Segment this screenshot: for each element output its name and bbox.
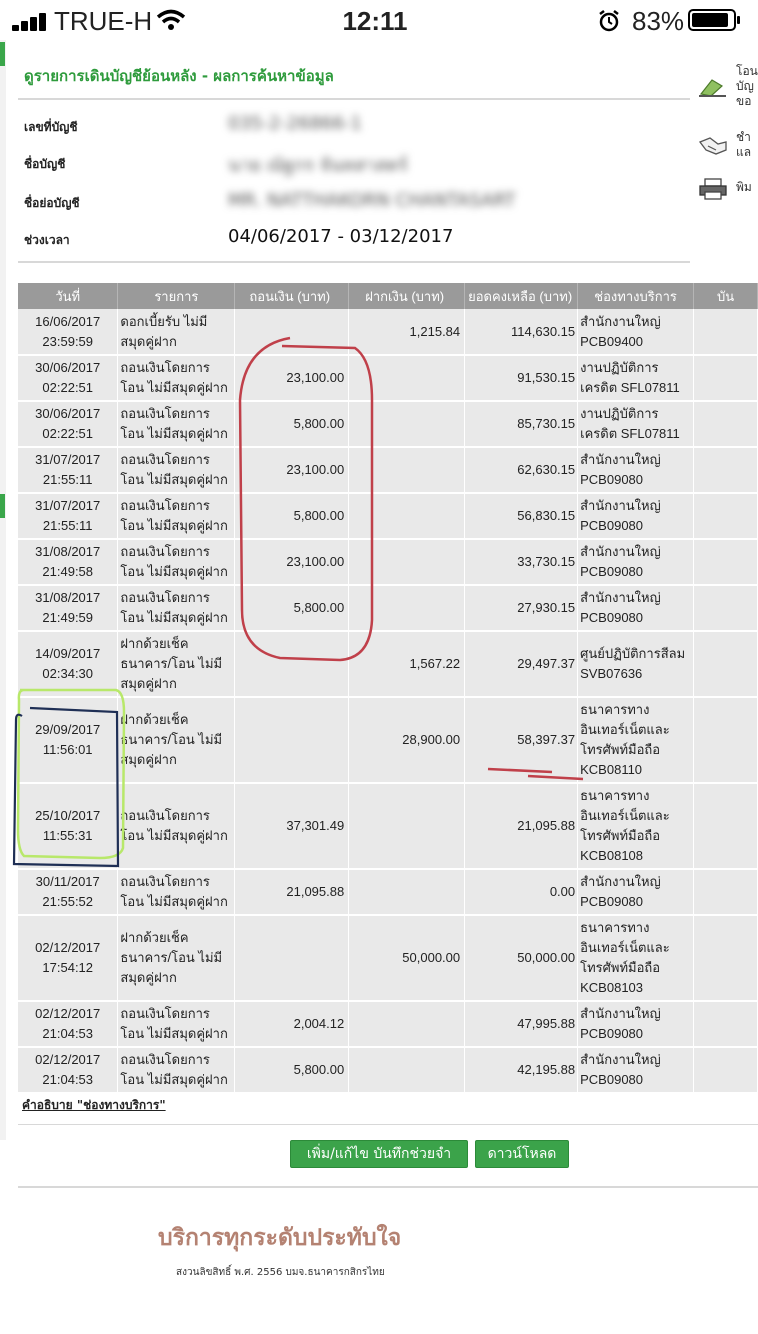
footer-slogan: บริการทุกระดับประทับใจ bbox=[158, 1225, 402, 1251]
cell-balance: 21,095.88 bbox=[465, 783, 578, 869]
channel-legend-link[interactable]: คำอธิบาย "ช่องทางบริการ" bbox=[22, 1098, 166, 1112]
cell-date-value: 30/06/2017 bbox=[35, 406, 101, 421]
table-row bbox=[18, 539, 758, 585]
col-header-channel: ช่องทางบริการ bbox=[578, 283, 694, 309]
cell-note bbox=[694, 401, 758, 447]
cell-date bbox=[18, 447, 118, 493]
cell-withdraw: 23,100.00 bbox=[235, 447, 349, 493]
cell-date-value: 25/10/2017 bbox=[35, 808, 101, 823]
col-header-withdraw: ถอนเงิน (บาท) bbox=[235, 283, 349, 309]
table-row bbox=[18, 783, 758, 869]
cell-note bbox=[694, 355, 758, 401]
page-title: ดูรายการเดินบัญชีย้อนหลัง - ผลการค้นหาข้อมูล bbox=[24, 67, 334, 85]
cell-time-value: 21:55:11 bbox=[42, 472, 93, 487]
cell-withdraw: 5,800.00 bbox=[235, 1047, 349, 1093]
cell-description: ถอนเงินโดยการโอน ไม่มีสมุดคู่ฝาก bbox=[118, 539, 235, 585]
cell-balance: 27,930.15 bbox=[465, 585, 578, 631]
cell-time-value: 11:55:31 bbox=[42, 828, 93, 843]
cell-date bbox=[18, 493, 118, 539]
cell-deposit: 1,215.84 bbox=[349, 309, 465, 355]
cell-balance: 33,730.15 bbox=[465, 539, 578, 585]
cell-balance: 29,497.37 bbox=[465, 631, 578, 697]
cell-withdraw: 5,800.00 bbox=[235, 493, 349, 539]
battery-percent: 83% bbox=[632, 6, 685, 36]
alarm-icon bbox=[597, 9, 621, 33]
cell-time-value: 21:04:53 bbox=[42, 1072, 94, 1087]
table-row bbox=[18, 915, 758, 1001]
cell-time-value: 23:59:59 bbox=[42, 333, 94, 349]
cell-description: ฝากด้วยเช็ค ธนาคาร/โอน ไม่มีสมุดคู่ฝาก bbox=[118, 697, 235, 783]
cell-withdraw: 23,100.00 bbox=[235, 539, 349, 585]
cell-date-value: 02/12/2017 bbox=[35, 1052, 101, 1067]
cell-balance: 47,995.88 bbox=[465, 1001, 578, 1047]
table-row bbox=[18, 869, 758, 915]
cell-balance: 50,000.00 bbox=[465, 915, 578, 1001]
table-row bbox=[18, 309, 758, 355]
cell-channel: สำนักงานใหญ่ PCB09080 bbox=[578, 539, 694, 585]
cell-description: ถอนเงินโดยการโอน ไม่มีสมุดคู่ฝาก bbox=[118, 401, 235, 447]
cell-note bbox=[694, 309, 758, 355]
cell-description: ฝากด้วยเช็ค ธนาคาร/โอน ไม่มีสมุดคู่ฝาก bbox=[118, 631, 235, 697]
cell-time-value: 21:04:53 bbox=[42, 1026, 94, 1041]
cell-balance: 62,630.15 bbox=[465, 447, 578, 493]
footer-divider bbox=[18, 1186, 758, 1188]
edit-memo-button[interactable]: เพิ่ม/แก้ไข บันทึกช่วยจำ bbox=[290, 1140, 468, 1168]
cell-note bbox=[694, 493, 758, 539]
cell-deposit: 50,000.00 bbox=[349, 915, 465, 1001]
download-button[interactable]: ดาวน์โหลด bbox=[475, 1140, 569, 1168]
cell-note bbox=[694, 585, 758, 631]
cell-date-value: 14/09/2017 bbox=[35, 646, 101, 661]
cell-deposit: 1,567.22 bbox=[349, 631, 465, 697]
cell-date-value: 30/06/2017 bbox=[35, 360, 101, 375]
cell-channel: ธนาคารทางอินเทอร์เน็ตและโทรศัพท์มือถือ KCB08110 bbox=[578, 697, 694, 783]
cell-date bbox=[18, 355, 118, 401]
cell-description: ถอนเงินโดยการโอน ไม่มีสมุดคู่ฝาก bbox=[118, 355, 235, 401]
left-tab-marker bbox=[0, 42, 5, 66]
cell-note bbox=[694, 1001, 758, 1047]
cell-balance: 0.00 bbox=[465, 869, 578, 915]
clock: 12:11 bbox=[342, 6, 408, 36]
legend-divider bbox=[18, 1124, 758, 1125]
cell-date-value: 02/12/2017 bbox=[35, 940, 101, 955]
cell-balance: 114,630.15 bbox=[465, 309, 578, 355]
account-name-value: นาย ณัฐกร จันทสาสตร์ bbox=[228, 155, 408, 176]
cell-description: ถอนเงินโดยการโอน ไม่มีสมุดคู่ฝาก bbox=[118, 783, 235, 869]
cell-time-value: 21:49:58 bbox=[42, 564, 94, 579]
table-row bbox=[18, 631, 758, 697]
cell-withdraw bbox=[235, 309, 349, 355]
cell-channel: งานปฏิบัติการเครดิต SFL07811 bbox=[578, 355, 694, 401]
cell-description: ถอนเงินโดยการโอน ไม่มีสมุดคู่ฝาก bbox=[118, 493, 235, 539]
side-tool-print-label[interactable]: พิม bbox=[736, 180, 752, 194]
cell-withdraw: 2,004.12 bbox=[235, 1001, 349, 1047]
side-tool-payment-label[interactable]: ชำ แล bbox=[736, 130, 752, 159]
table-row bbox=[18, 447, 758, 493]
cell-channel: งานปฏิบัติการเครดิต SFL07811 bbox=[578, 401, 694, 447]
cell-balance: 85,730.15 bbox=[465, 401, 578, 447]
cell-date bbox=[18, 309, 118, 355]
cell-date-value: 16/06/2017 bbox=[35, 313, 101, 329]
cell-withdraw bbox=[235, 915, 349, 1001]
cell-time-value: 17:54:12 bbox=[42, 960, 94, 975]
cell-withdraw: 37,301.49 bbox=[235, 783, 349, 869]
battery-icon bbox=[688, 9, 736, 31]
cell-date-value: 31/08/2017 bbox=[35, 544, 101, 559]
col-header-note: บัน bbox=[694, 283, 758, 309]
period-label: ช่วงเวลา bbox=[24, 233, 70, 247]
cell-time-value: 21:55:11 bbox=[42, 518, 93, 533]
cell-deposit bbox=[349, 869, 465, 915]
cell-deposit bbox=[349, 585, 465, 631]
cell-deposit bbox=[349, 447, 465, 493]
cell-date bbox=[18, 539, 118, 585]
cell-deposit bbox=[349, 539, 465, 585]
table-row bbox=[18, 1001, 758, 1047]
footer-copyright: สงวนลิขสิทธิ์ พ.ศ. 2556 บมจ.ธนาคารกสิกรไทย bbox=[176, 1267, 385, 1278]
cell-date bbox=[18, 401, 118, 447]
cell-note bbox=[694, 697, 758, 783]
cell-date bbox=[18, 783, 118, 869]
cell-channel: สำนักงานใหญ่ PCB09400 bbox=[578, 309, 694, 355]
cell-time-value: 02:22:51 bbox=[42, 380, 94, 395]
cell-withdraw bbox=[235, 697, 349, 783]
handshake-icon[interactable] bbox=[698, 134, 728, 156]
cell-description: ถอนเงินโดยการโอน ไม่มีสมุดคู่ฝาก bbox=[118, 869, 235, 915]
cell-channel: สำนักงานใหญ่ PCB09080 bbox=[578, 1047, 694, 1093]
cell-note bbox=[694, 631, 758, 697]
cell-date bbox=[18, 585, 118, 631]
statement-table bbox=[18, 283, 758, 1094]
transfer-icon[interactable] bbox=[698, 76, 728, 98]
col-header-date: วันที่ bbox=[18, 283, 118, 309]
table-row bbox=[18, 1047, 758, 1093]
cell-description: ฝากด้วยเช็ค ธนาคาร/โอน ไม่มีสมุดคู่ฝาก bbox=[118, 915, 235, 1001]
cell-date bbox=[18, 1047, 118, 1093]
cell-date bbox=[18, 631, 118, 697]
cell-deposit: 28,900.00 bbox=[349, 697, 465, 783]
cell-channel: สำนักงานใหญ่ PCB09080 bbox=[578, 493, 694, 539]
table-row bbox=[18, 401, 758, 447]
account-no-value: 035-2-26866-1 bbox=[228, 113, 363, 134]
cell-description: ถอนเงินโดยการโอน ไม่มีสมุดคู่ฝาก bbox=[118, 1001, 235, 1047]
cell-date bbox=[18, 915, 118, 1001]
cell-time-value: 02:22:51 bbox=[42, 426, 94, 441]
account-no-label: เลขที่บัญชี bbox=[24, 120, 78, 134]
cell-channel: สำนักงานใหญ่ PCB09080 bbox=[578, 447, 694, 493]
cell-date-value: 31/08/2017 bbox=[35, 590, 101, 605]
cell-withdraw bbox=[235, 631, 349, 697]
cell-date-value: 31/07/2017 bbox=[35, 452, 101, 467]
left-tab-marker bbox=[0, 494, 5, 518]
cell-description: ดอกเบี้ยรับ ไม่มีสมุดคู่ฝาก bbox=[118, 309, 235, 355]
title-divider bbox=[18, 98, 690, 100]
cell-date bbox=[18, 697, 118, 783]
cell-time-value: 21:55:52 bbox=[42, 894, 94, 909]
cell-channel: ศูนย์ปฏิบัติการสีลม SVB07636 bbox=[578, 631, 694, 697]
cell-deposit bbox=[349, 401, 465, 447]
cell-date-value: 29/09/2017 bbox=[35, 722, 101, 737]
cell-channel: สำนักงานใหญ่ PCB09080 bbox=[578, 585, 694, 631]
cell-balance: 91,530.15 bbox=[465, 355, 578, 401]
account-name-label: ชื่อบัญชี bbox=[24, 157, 66, 171]
cell-time-value: 11:56:01 bbox=[42, 742, 93, 757]
cell-note bbox=[694, 1047, 758, 1093]
cell-deposit bbox=[349, 783, 465, 869]
cell-time-value: 02:34:30 bbox=[42, 666, 94, 681]
short-name-label: ชื่อย่อบัญชี bbox=[24, 196, 80, 210]
left-nav-strip bbox=[0, 40, 6, 1140]
cell-description: ถอนเงินโดยการโอน ไม่มีสมุดคู่ฝาก bbox=[118, 447, 235, 493]
cell-channel: สำนักงานใหญ่ PCB09080 bbox=[578, 1001, 694, 1047]
cell-withdraw: 23,100.00 bbox=[235, 355, 349, 401]
cell-description: ถอนเงินโดยการโอน ไม่มีสมุดคู่ฝาก bbox=[118, 1047, 235, 1093]
cell-time-value: 21:49:59 bbox=[42, 610, 94, 625]
cell-description: ถอนเงินโดยการโอน ไม่มีสมุดคู่ฝาก bbox=[118, 585, 235, 631]
printer-icon[interactable] bbox=[698, 178, 728, 200]
cell-note bbox=[694, 539, 758, 585]
cell-note bbox=[694, 915, 758, 1001]
cell-note bbox=[694, 447, 758, 493]
cell-balance: 42,195.88 bbox=[465, 1047, 578, 1093]
cell-deposit bbox=[349, 1001, 465, 1047]
cell-withdraw: 5,800.00 bbox=[235, 585, 349, 631]
short-name-value: MR. NATTHAKORN CHANTASART bbox=[228, 190, 516, 211]
cell-date-value: 31/07/2017 bbox=[35, 498, 101, 513]
col-header-description: รายการ bbox=[118, 283, 235, 309]
table-row bbox=[18, 585, 758, 631]
cell-note bbox=[694, 869, 758, 915]
table-row bbox=[18, 493, 758, 539]
cell-channel: ธนาคารทางอินเทอร์เน็ตและโทรศัพท์มือถือ KCB08108 bbox=[578, 783, 694, 869]
cell-channel: ธนาคารทางอินเทอร์เน็ตและโทรศัพท์มือถือ KCB08103 bbox=[578, 915, 694, 1001]
cell-withdraw: 5,800.00 bbox=[235, 401, 349, 447]
cell-date-value: 30/11/2017 bbox=[35, 874, 100, 889]
table-row bbox=[18, 697, 758, 783]
cell-deposit bbox=[349, 1047, 465, 1093]
cell-date bbox=[18, 869, 118, 915]
period-value: 04/06/2017 - 03/12/2017 bbox=[228, 226, 454, 247]
cell-deposit bbox=[349, 355, 465, 401]
cell-note bbox=[694, 783, 758, 869]
side-tool-transfer-label[interactable]: โอน บัญ ขอ bbox=[736, 64, 758, 108]
cell-date-value: 02/12/2017 bbox=[35, 1006, 101, 1021]
col-header-deposit: ฝากเงิน (บาท) bbox=[349, 283, 465, 309]
table-row bbox=[18, 355, 758, 401]
info-divider bbox=[18, 261, 690, 263]
cell-balance: 56,830.15 bbox=[465, 493, 578, 539]
cell-channel: สำนักงานใหญ่ PCB09080 bbox=[578, 869, 694, 915]
table-header-row bbox=[18, 283, 758, 309]
status-bar bbox=[0, 0, 750, 40]
cell-balance: 58,397.37 bbox=[465, 697, 578, 783]
cell-withdraw: 21,095.88 bbox=[235, 869, 349, 915]
cell-deposit bbox=[349, 493, 465, 539]
cell-date bbox=[18, 1001, 118, 1047]
col-header-balance: ยอดคงเหลือ (บาท) bbox=[465, 283, 578, 309]
carrier-label: TRUE-H bbox=[54, 6, 153, 36]
